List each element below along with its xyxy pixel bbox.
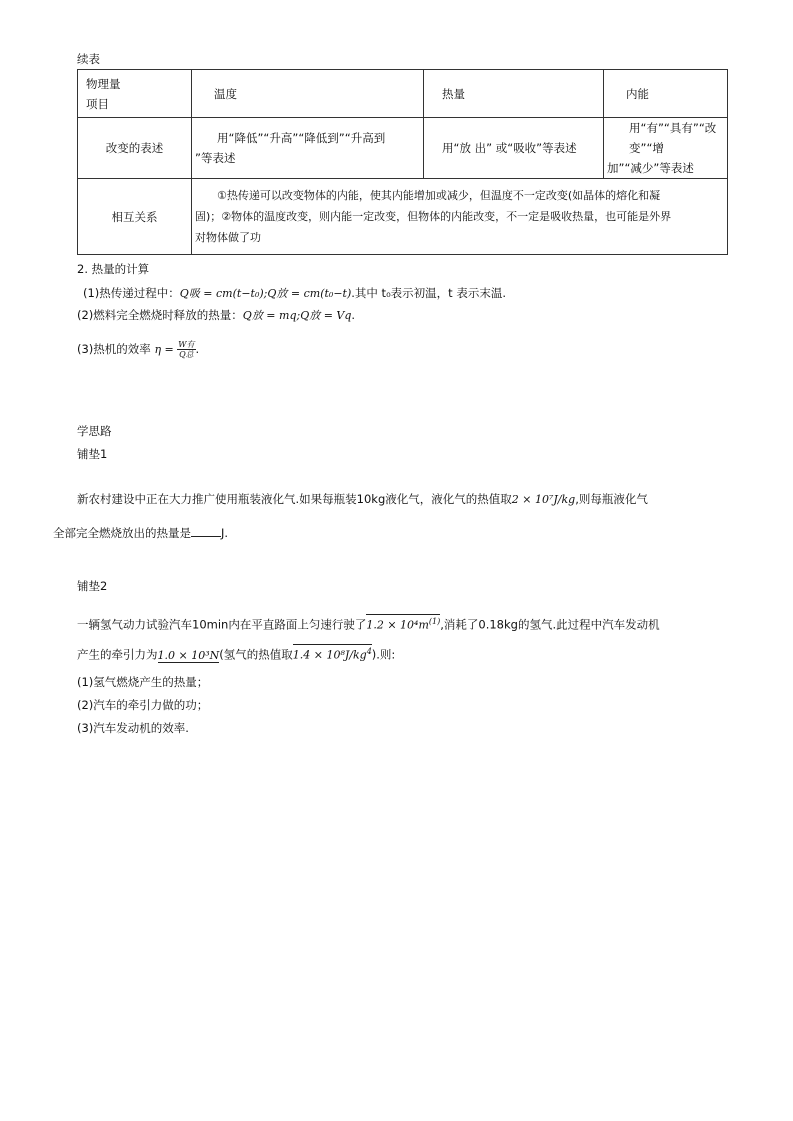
- example2-force: 1.0 × 10³N: [157, 648, 220, 662]
- example2-heat-value: [293, 644, 372, 662]
- section-title: 学思路: [77, 424, 112, 438]
- calc-item-1: [83, 285, 506, 301]
- calc-item2-prefix: (2)燃料完全燃烧时释放的热量：: [77, 308, 243, 322]
- example1-question: [77, 484, 737, 515]
- expr-energy-line1: 用“有”“具有”“改变”“增: [629, 121, 717, 155]
- example2-distance: [366, 614, 440, 632]
- calc-item1-suffix: .其中 t₀表示初温，t 表示末温.: [351, 286, 506, 300]
- continued-label: 续表: [77, 52, 100, 66]
- calc-item3-suffix: .: [195, 342, 200, 356]
- calc-item2-suffix: .: [351, 308, 356, 322]
- example2-line2-mid: (氢气的热值取: [219, 647, 293, 662]
- example1-heat-value: 2 × 10⁷J/kg: [511, 493, 576, 506]
- example2-line2-tail: ).则:: [371, 647, 396, 662]
- example2-distance-sup: (1): [428, 617, 441, 626]
- example2-distance-value: 1.2 × 10⁴m: [366, 618, 429, 632]
- fraction-denominator: Q总: [179, 350, 194, 359]
- calc-item-2: [77, 307, 355, 323]
- expr-temp-line1: 用“降低”“升高”“降低到”“升高到: [217, 131, 386, 145]
- expr-energy-cell: [604, 118, 728, 179]
- relation-line2: 固)；②物体的温度改变，则内能一定改变，但物体的内能改变，不一定是吸收热量，也可能是外界: [195, 210, 672, 223]
- example1-line2-tail: J.: [221, 526, 229, 540]
- example2-line2: [77, 644, 395, 663]
- example2-question-3: (3)汽车发动机的效率.: [77, 721, 189, 735]
- answer-blank[interactable]: [191, 524, 221, 537]
- header-temp-cell: 温度: [192, 70, 424, 118]
- example2-line2-text: 产生的牵引力为: [77, 647, 158, 662]
- row-label-relation: 相互关系: [78, 179, 192, 255]
- table-row: [78, 179, 728, 255]
- example2-line1: [77, 614, 660, 633]
- relation-cell: [192, 179, 728, 255]
- example2-heat-value-text: 1.4 × 10⁸J/kg: [292, 648, 367, 662]
- efficiency-fraction: [177, 340, 195, 359]
- expr-energy-line2: 加”“减少”等表述: [607, 161, 694, 175]
- calc-item1-formula: Q吸 = cm(t−t₀);Q放 = cm(t₀−t): [179, 287, 352, 300]
- header-corner-cell: [78, 70, 192, 118]
- example1-line1-text: 新农村建设中正在大力推广使用瓶装液化气.如果每瓶装10kg液化气，液化气的热值取: [77, 492, 512, 506]
- header-energy-cell: 内能: [604, 70, 728, 118]
- relation-line3: 对物体做了功: [195, 231, 261, 244]
- example1-line2: [53, 524, 228, 541]
- example2-line1-tail: ,消耗了0.18kg的氢气.此过程中汽车发动机: [440, 617, 660, 632]
- calc-item-3: [77, 340, 199, 359]
- example1-label: 铺垫1: [77, 447, 108, 461]
- example1-line1-tail: ,则每瓶液化气: [575, 492, 648, 506]
- example2-heat-sup: 4: [366, 647, 372, 656]
- expr-temp-line2: ”等表述: [195, 151, 236, 165]
- example2-line1-text: 一辆氢气动力试验汽车10min内在平直路面上匀速行驶了: [77, 617, 367, 632]
- example2-question-2: (2)汽车的牵引力做的功；: [77, 698, 209, 712]
- table-header-row: [78, 70, 728, 118]
- header-label-line1: 物理量: [86, 76, 121, 91]
- expr-temp-cell: [192, 118, 424, 179]
- header-heat-cell: 热量: [424, 70, 604, 118]
- expr-heat-cell: 用“放 出” 或“吸收”等表述: [424, 118, 604, 179]
- example2-question-1: (1)氢气燃烧产生的热量；: [77, 675, 209, 689]
- comparison-table: [77, 69, 728, 255]
- row-label-expression: 改变的表述: [78, 118, 192, 179]
- calc-item3-eta: η =: [154, 343, 178, 356]
- calc-item1-prefix: (1)热传递过程中：: [83, 286, 180, 300]
- calc-item2-formula: Q放 = mq;Q放 = Vq: [242, 309, 352, 322]
- table-row: [78, 118, 728, 179]
- fraction-numerator: W有: [178, 340, 195, 349]
- header-label-line2: 项目: [86, 96, 109, 111]
- example1-line2-text: 全部完全燃烧放出的热量是: [53, 526, 191, 540]
- example2-label: 铺垫2: [77, 579, 108, 593]
- relation-line1: ①热传递可以改变物体的内能，使其内能增加或减少，但温度不一定改变(如晶体的熔化和凝: [217, 189, 661, 202]
- calc-heading: 2. 热量的计算: [77, 262, 150, 276]
- calc-item3-prefix: (3)热机的效率: [77, 342, 155, 356]
